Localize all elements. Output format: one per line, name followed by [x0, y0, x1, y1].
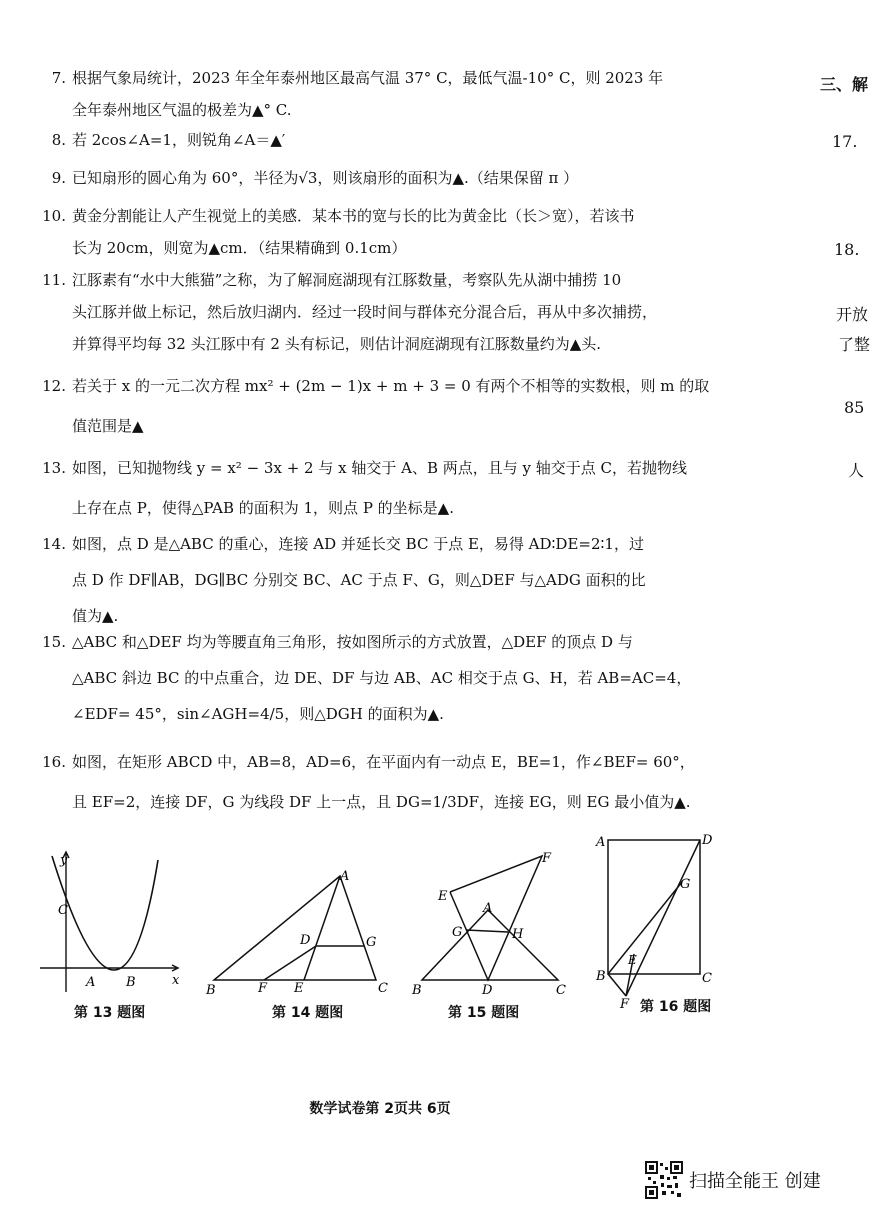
figure-16-rectangle — [590, 830, 720, 1010]
fig15-label-b: B — [412, 983, 422, 998]
scanner-watermark — [645, 1160, 821, 1200]
fig15-label-f: F — [542, 851, 552, 866]
right-col-text-1: 开放 — [836, 305, 869, 324]
fig15-label-d: D — [482, 983, 493, 998]
page-footer: 数学试卷第 2页共 6页 — [309, 1101, 451, 1117]
right-col-q18: 18. — [834, 240, 860, 259]
watermark-text: 扫描全能王 创建 — [689, 1171, 821, 1192]
question-13: 13. 如图，已知抛物线 y = x² − 3x + 2 与 x 轴交于 A、B 两点，且与 y 轴交于点 C，若抛物线 上存在点 P，使得△PAB 的面积为 1，则点 P 的坐标是▲. — [42, 459, 687, 517]
fig15-label-a: A — [483, 901, 493, 916]
fig13-label-a: A — [86, 975, 96, 990]
figure-13-caption: 第 13 题图 — [74, 1005, 146, 1021]
question-11: 11. 江豚素有“水中大熊猫”之称，为了解洞庭湖现有江豚数量，考察队先从湖中捕捞 10 头江豚并做上标记，然后放归湖内．经过一段时间与群体充分混合后，再从中多次捕捞， 并算得平均每 32 头江豚中有 2 头有标记，则估计洞庭湖现有江豚数量约为▲头. — [42, 271, 658, 353]
figure-16-caption: 第 16 题图 — [640, 999, 712, 1015]
right-col-section-heading: 三、解 — [820, 75, 869, 94]
question-14: 14. 如图，点 D 是△ABC 的重心，连接 AD 并延长交 BC 于点 E，易得 AD∶DE=2∶1，过 点 D 作 DF∥AB，DG∥BC 分别交 BC、AC 于点 F、G，则△DEF 与△ADG 面积的比 值为▲. — [42, 535, 646, 625]
figure-14-triangle — [200, 868, 400, 998]
fig14-label-c: C — [378, 981, 388, 996]
question-16: 16. 如图，在矩形 ABCD 中，AB=8，AD=6，在平面内有一动点 E，BE=1，作∠BEF= 60°， 且 EF=2，连接 DF，G 为线段 DF 上一点，且 DG=1/3DF，连接 EG，则 EG 最小值为▲. — [42, 753, 695, 811]
fig13-label-c: C — [58, 903, 68, 918]
fig14-label-g: G — [366, 935, 377, 950]
fig14-label-d: D — [300, 933, 311, 948]
fig14-label-e: E — [294, 981, 304, 996]
fig14-label-a: A — [340, 869, 350, 884]
figure-13-parabola — [40, 852, 200, 1002]
right-col-text-2: 了整 — [838, 335, 870, 354]
fig15-label-e: E — [438, 889, 448, 904]
fig16-label-b: B — [596, 969, 606, 984]
right-col-text-4: 人 — [848, 461, 865, 480]
question-15: 15. △ABC 和△DEF 均为等腰直角三角形，按如图所示的方式放置，△DEF 的顶点 D 与 △ABC 斜边 BC 的中点重合，边 DE、DF 与边 AB、AC 相交于点 G、H，若 AB=AC=4， ∠EDF= 45°，sin∠AGH=4/5，则△DGH 的面积为▲. — [42, 633, 692, 723]
question-8: 8. 若 2cos∠A=1，则锐角∠A＝▲′ — [51, 131, 286, 149]
fig15-label-c: C — [556, 983, 566, 998]
fig16-label-e: E — [628, 953, 637, 967]
question-9: 9. 已知扇形的圆心角为 60°，半径为√3，则该扇形的面积为▲.（结果保留 π ） — [51, 169, 579, 187]
right-col-q17: 17. — [832, 132, 858, 151]
fig14-label-f: F — [258, 981, 268, 996]
fig14-label-b: B — [206, 983, 216, 998]
question-12: 12. 若关于 x 的一元二次方程 mx² + (2m − 1)x + m + 3 = 0 有两个不相等的实数根，则 m 的取 值范围是▲ — [42, 377, 710, 435]
figure-15-triangles — [410, 848, 580, 998]
fig16-label-c: C — [702, 971, 712, 986]
figure-15-caption: 第 15 题图 — [448, 1005, 520, 1021]
fig16-label-a: A — [596, 835, 606, 850]
fig16-label-f: F — [620, 997, 630, 1012]
fig13-label-b: B — [126, 975, 136, 990]
qr-code-icon — [645, 1161, 683, 1199]
right-col-text-3: 85 — [844, 398, 865, 417]
fig16-label-d: D — [702, 833, 713, 848]
question-7: 7. 根据气象局统计，2023 年全年泰州地区最高气温 37° C，最低气温-10° C，则 2023 年 全年泰州地区气温的极差为▲° C. — [51, 69, 664, 119]
fig13-label-y: y — [60, 853, 68, 868]
fig16-label-g: G — [680, 877, 691, 892]
figure-14-caption: 第 14 题图 — [272, 1005, 344, 1021]
fig13-label-x: x — [172, 973, 180, 988]
fig15-label-g: G — [452, 925, 463, 940]
fig15-label-h: H — [512, 927, 524, 942]
question-10: 10. 黄金分割能让人产生视觉上的美感．某本书的宽与长的比为黄金比（长＞宽），若该书 长为 20cm，则宽为▲cm．（结果精确到 0.1cm） — [42, 207, 635, 257]
